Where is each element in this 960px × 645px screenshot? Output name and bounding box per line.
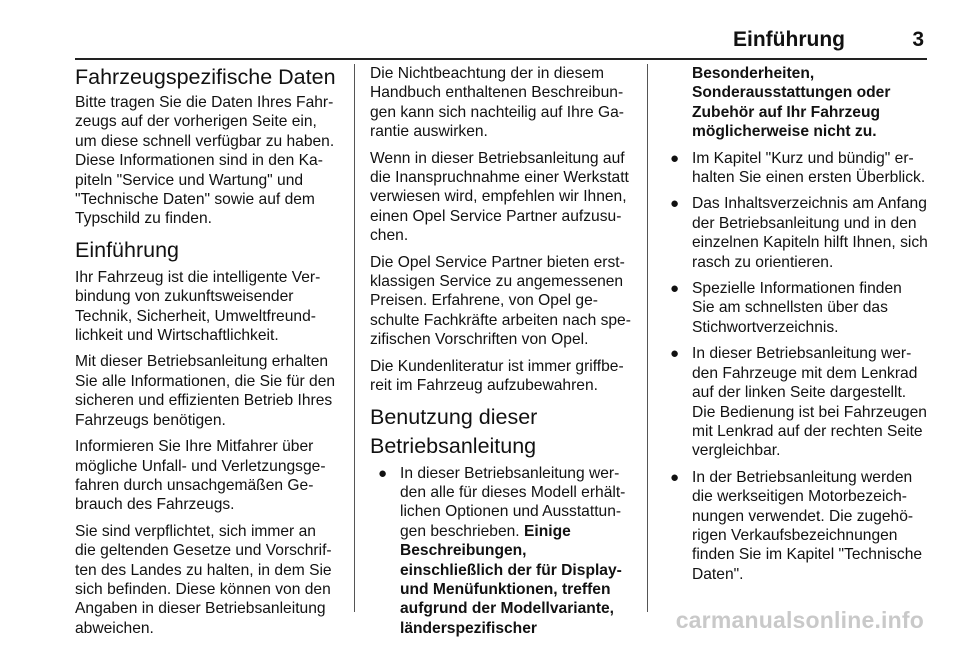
paragraph: Informieren Sie Ihre Mitfahrer über mögliche Unfall- und Verletzungsgefahren durch unsachgemäßen Gebrauch des Fahrzeugs. (75, 438, 326, 514)
list-item-text: Das Inhaltsverzeichnis am Anfang der Betriebsanleitung und in den einzelnen Kapiteln hilft Ihnen, sich rasch zu orientieren. (692, 195, 928, 271)
list-item-text: In der Betriebsanleitung werden die werkseitigen Motorbezeichnungen verwendet. Die zugehörigen Verkaufsbezeichnungen finden Sie im Kapitel "Technische Daten". (692, 468, 923, 583)
list-item-text: In dieser Betriebsanleitung werden Fahrzeuge mit dem Lenkrad auf der linken Seite dargestellt. Die Bedienung ist bei Fahrzeugen mit Lenkrad auf der rechten Seite vergleichbar. (692, 345, 927, 460)
bullet-icon: ● (670, 149, 680, 167)
column-divider-1 (354, 64, 355, 612)
bullet-icon: ● (670, 195, 680, 213)
watermark: carmanualsonline.info (675, 607, 924, 633)
list-item (662, 194, 928, 272)
page-number: 3 (912, 28, 924, 51)
paragraph: Mit dieser Betriebsanleitung erhalten Sie alle Informationen, die Sie für den sicheren und effizienten Betrieb Ihres Fahrzeugs benötigen. (75, 353, 336, 429)
paragraph: Sie sind verpflichtet, sich immer an die geltenden Gesetze und Vorschriften des Landes zu halten, in dem Sie sich befinden. Diese können von den Angaben in dieser Betriebsanleitung abweichen. (75, 522, 332, 637)
column-divider-2 (647, 64, 648, 612)
list-item-text: Im Kapitel "Kurz und bündig" erhalten Sie einen ersten Überblick. (692, 149, 926, 187)
section-heading-benutzung: Benutzung dieser Betriebsanleitung (370, 404, 538, 458)
paragraph: Die Nichtbeachtung der in diesem Handbuch enthaltenen Beschreibungen kann sich nachteilig auf Ihre Garantie auswirken. (370, 65, 624, 141)
paragraph: Bitte tragen Sie die Daten Ihres Fahrzeugs auf der vorherigen Seite ein, um diese schnell verfügbar zu haben. Diese Informationen sind in den Kapiteln "Service und Wartung" und "Technische Daten" sowie auf dem Typschild zu finden. (75, 94, 335, 228)
list-item (662, 468, 928, 584)
list-item (662, 149, 928, 188)
bullet-icon: ● (378, 464, 388, 482)
list-item (370, 464, 633, 639)
bullet-list (662, 149, 928, 585)
paragraph: Die Opel Service Partner bieten erstklassigen Service zu angemessenen Preisen. Erfahrene, von Opel geschulte Fachkräfte arbeiten nach spezifischen Vorschriften von Opel. (370, 253, 631, 349)
list-item-text: Spezielle Informationen finden Sie am schnellsten über das Stichwortverzeichnis. (692, 280, 902, 336)
paragraph: Wenn in dieser Betriebsanleitung auf die Inanspruchnahme einer Werkstatt verwiesen wird, empfehlen wir Ihnen, einen Opel Service Partner aufzusuchen. (370, 149, 629, 245)
list-item-bold-text: Einige Beschreibungen, einschließlich der für Display- und Menüfunktionen, treffen aufgrund der Modellvariante, länderspezifischer (400, 522, 622, 637)
list-item (662, 279, 928, 337)
bold-continuation: Besonderheiten, Sonderausstattungen oder Zubehör auf Ihr Fahrzeug möglicherweise nicht zu. (692, 65, 891, 141)
column-1 (75, 64, 341, 645)
bullet-icon: ● (670, 345, 680, 363)
paragraph: Ihr Fahrzeug ist die intelligente Verbindung von zukunftsweisender Technik, Sicherheit, Umweltfreundlichkeit und Wirtschaftlichkeit. (75, 268, 321, 345)
bullet-icon: ● (670, 280, 680, 298)
section-heading-einfuehrung: Einführung (75, 237, 179, 262)
list-item-text: In dieser Betriebsanleitung werden alle für dieses Modell erhältlichen Optionen und Ausstattungen beschrieben. (400, 464, 626, 540)
page-header (0, 26, 960, 54)
bullet-list (370, 464, 633, 639)
column-2 (370, 64, 633, 645)
paragraph: Die Kundenliteratur ist immer griffbereit im Fahrzeug aufzubewahren. (370, 357, 624, 395)
column-3 (662, 64, 928, 591)
running-title: Einführung (733, 28, 845, 51)
list-item (662, 344, 928, 460)
bullet-icon: ● (670, 468, 680, 486)
header-rule (75, 58, 927, 60)
section-heading-fahrzeugdaten: Fahrzeugspezifische Daten (75, 65, 336, 89)
